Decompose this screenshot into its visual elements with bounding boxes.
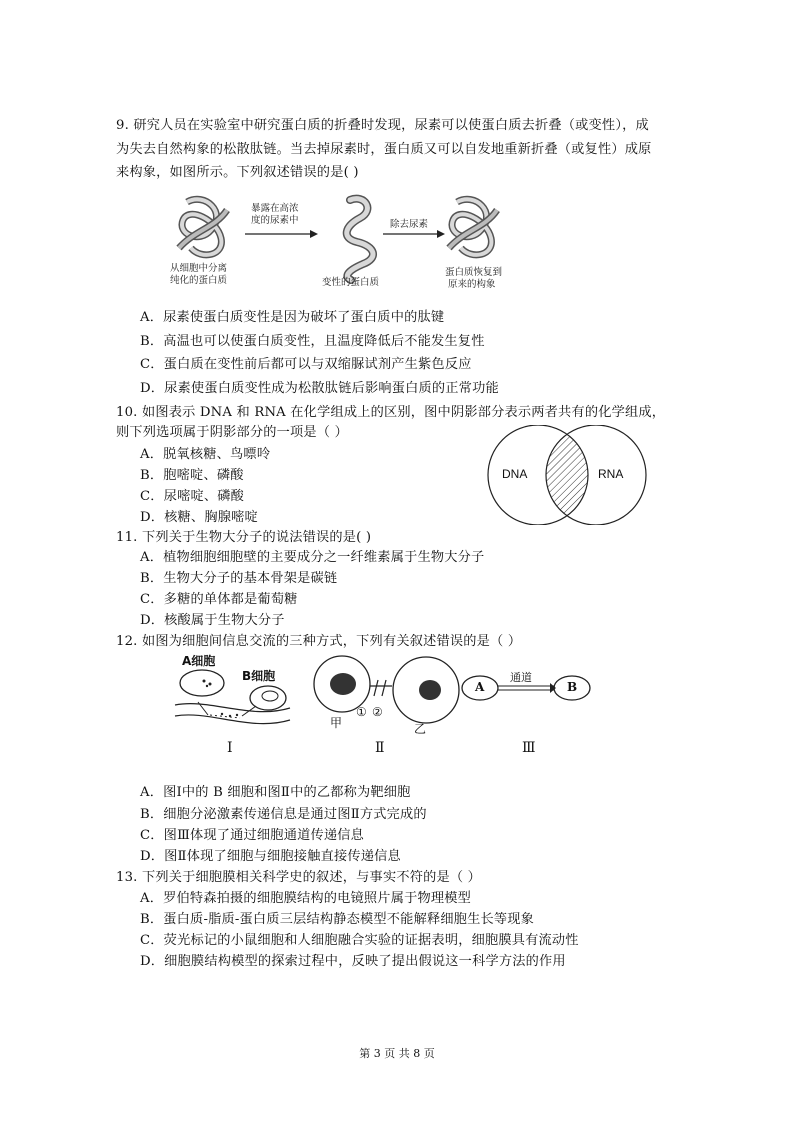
q10-option-a: A．脱氧核糖、鸟嘌呤	[140, 447, 271, 462]
q11-stem: 11. 下列关于生物大分子的说法错误的是( )	[116, 530, 372, 545]
native-protein-caption-line2: 纯化的蛋白质	[170, 275, 228, 286]
q10-stem-line2: 则下列选项属于阴影部分的一项是（ ）	[116, 425, 348, 440]
q12-stem: 12. 如图为细胞间信息交流的三种方式，下列有关叙述错误的是（ ）	[116, 634, 522, 649]
q10-option-d: D．核糖、胸腺嘧啶	[140, 510, 258, 525]
label-jia: 甲	[330, 716, 343, 730]
q13-stem: 13. 下列关于细胞膜相关科学史的叙述，与事实不符的是（ ）	[116, 870, 482, 885]
q13-option-c: C．荧光标记的小鼠细胞和人细胞融合实验的证据表明，细胞膜具有流动性	[140, 933, 579, 948]
label-figure-i: Ⅰ	[227, 740, 233, 756]
q9-protein-folding-figure	[165, 190, 535, 290]
label-cell-a: A细胞	[182, 654, 216, 668]
label-cell-b: B细胞	[242, 669, 276, 683]
denatured-protein-caption: 变性的蛋白质	[322, 277, 380, 288]
q9-option-d: D．尿素使蛋白质变性成为松散肽链后影响蛋白质的正常功能	[140, 381, 499, 396]
arrow-1	[245, 230, 318, 238]
figure-ii-diagram	[314, 656, 459, 723]
label-figure-iii: Ⅲ	[522, 740, 536, 756]
q9-stem-line2: 为失去自然构象的松散肽链。当去掉尿素时，蛋白质又可以自发地重新折叠（或复性）成原	[116, 142, 652, 157]
q11-option-a: A．植物细胞细胞壁的主要成分之一纤维素属于生物大分子	[140, 550, 485, 565]
q10-venn-diagram	[482, 425, 652, 525]
label-channel: 通道	[510, 671, 532, 684]
q12-option-a: A．图Ⅰ中的 B 细胞和图Ⅱ中的乙都称为靶细胞	[140, 785, 411, 800]
q11-option-b: B．生物大分子的基本骨架是碳链	[140, 571, 338, 586]
label-yi: 乙	[414, 722, 427, 736]
q12-option-d: D．图Ⅱ体现了细胞与细胞接触直接传递信息	[140, 849, 401, 864]
arrow1-label-bottom: 度的尿素中	[251, 215, 299, 226]
native-protein-caption-line1: 从细胞中分离	[170, 263, 228, 274]
q13-option-d: D．细胞膜结构模型的探索过程中，反映了提出假说这一科学方法的作用	[140, 954, 566, 969]
denatured-protein-icon	[347, 199, 373, 280]
q11-option-c: C．多糖的单体都是葡萄糖	[140, 592, 298, 607]
label-circle-1: ①	[356, 705, 367, 719]
label-circle-2: ②	[372, 705, 383, 719]
arrow-2	[383, 230, 445, 238]
label-figure-ii: Ⅱ	[375, 740, 385, 756]
page-footer: 第 3 页 共 8 页	[359, 1047, 435, 1060]
q9-option-b: B．高温也可以使蛋白质变性，且温度降低后不能发生复性	[140, 334, 485, 349]
q9-option-c: C．蛋白质在变性前后都可以与双缩脲试剂产生紫色反应	[140, 357, 472, 372]
label-node-a: A	[475, 680, 485, 694]
q9-option-a: A．尿素使蛋白质变性是因为破坏了蛋白质中的肽键	[140, 310, 445, 325]
q10-stem-line1: 10. 如图表示 DNA 和 RNA 在化学组成上的区别，图中阴影部分表示两者共有的化学组成，	[116, 405, 666, 420]
q11-option-d: D．核酸属于生物大分子	[140, 613, 285, 628]
native-protein-icon	[179, 199, 227, 255]
label-node-b: B	[567, 680, 578, 694]
arrow2-label: 除去尿素	[390, 219, 429, 230]
q10-option-b: B．胞嘧啶、磷酸	[140, 468, 244, 483]
q12-option-b: B．细胞分泌激素传递信息是通过图Ⅱ方式完成的	[140, 807, 427, 822]
venn-rna-label: RNA	[598, 467, 624, 481]
q10-option-c: C．尿嘧啶、磷酸	[140, 489, 245, 504]
q13-option-b: B．蛋白质-脂质-蛋白质三层结构静态模型不能解释细胞生长等现象	[140, 912, 535, 927]
arrow1-label-top: 暴露在高浓	[251, 203, 299, 214]
q12-figure	[170, 650, 600, 760]
q9-stem-line1: 9. 研究人员在实验室中研究蛋白质的折叠时发现，尿素可以使蛋白质去折叠（或变性），成	[116, 118, 649, 133]
q9-stem-line3: 来构象，如图所示。下列叙述错误的是( )	[116, 165, 359, 180]
q13-option-a: A．罗伯特森拍摄的细胞膜结构的电镜照片属于物理模型	[140, 891, 472, 906]
q12-option-c: C．图Ⅲ体现了通过细胞通道传递信息	[140, 828, 365, 843]
venn-dna-label: DNA	[502, 467, 528, 481]
restored-protein-caption-line2: 原来的构象	[448, 279, 496, 290]
restored-protein-icon	[449, 199, 497, 255]
restored-protein-caption-line1: 蛋白质恢复到	[445, 267, 503, 278]
